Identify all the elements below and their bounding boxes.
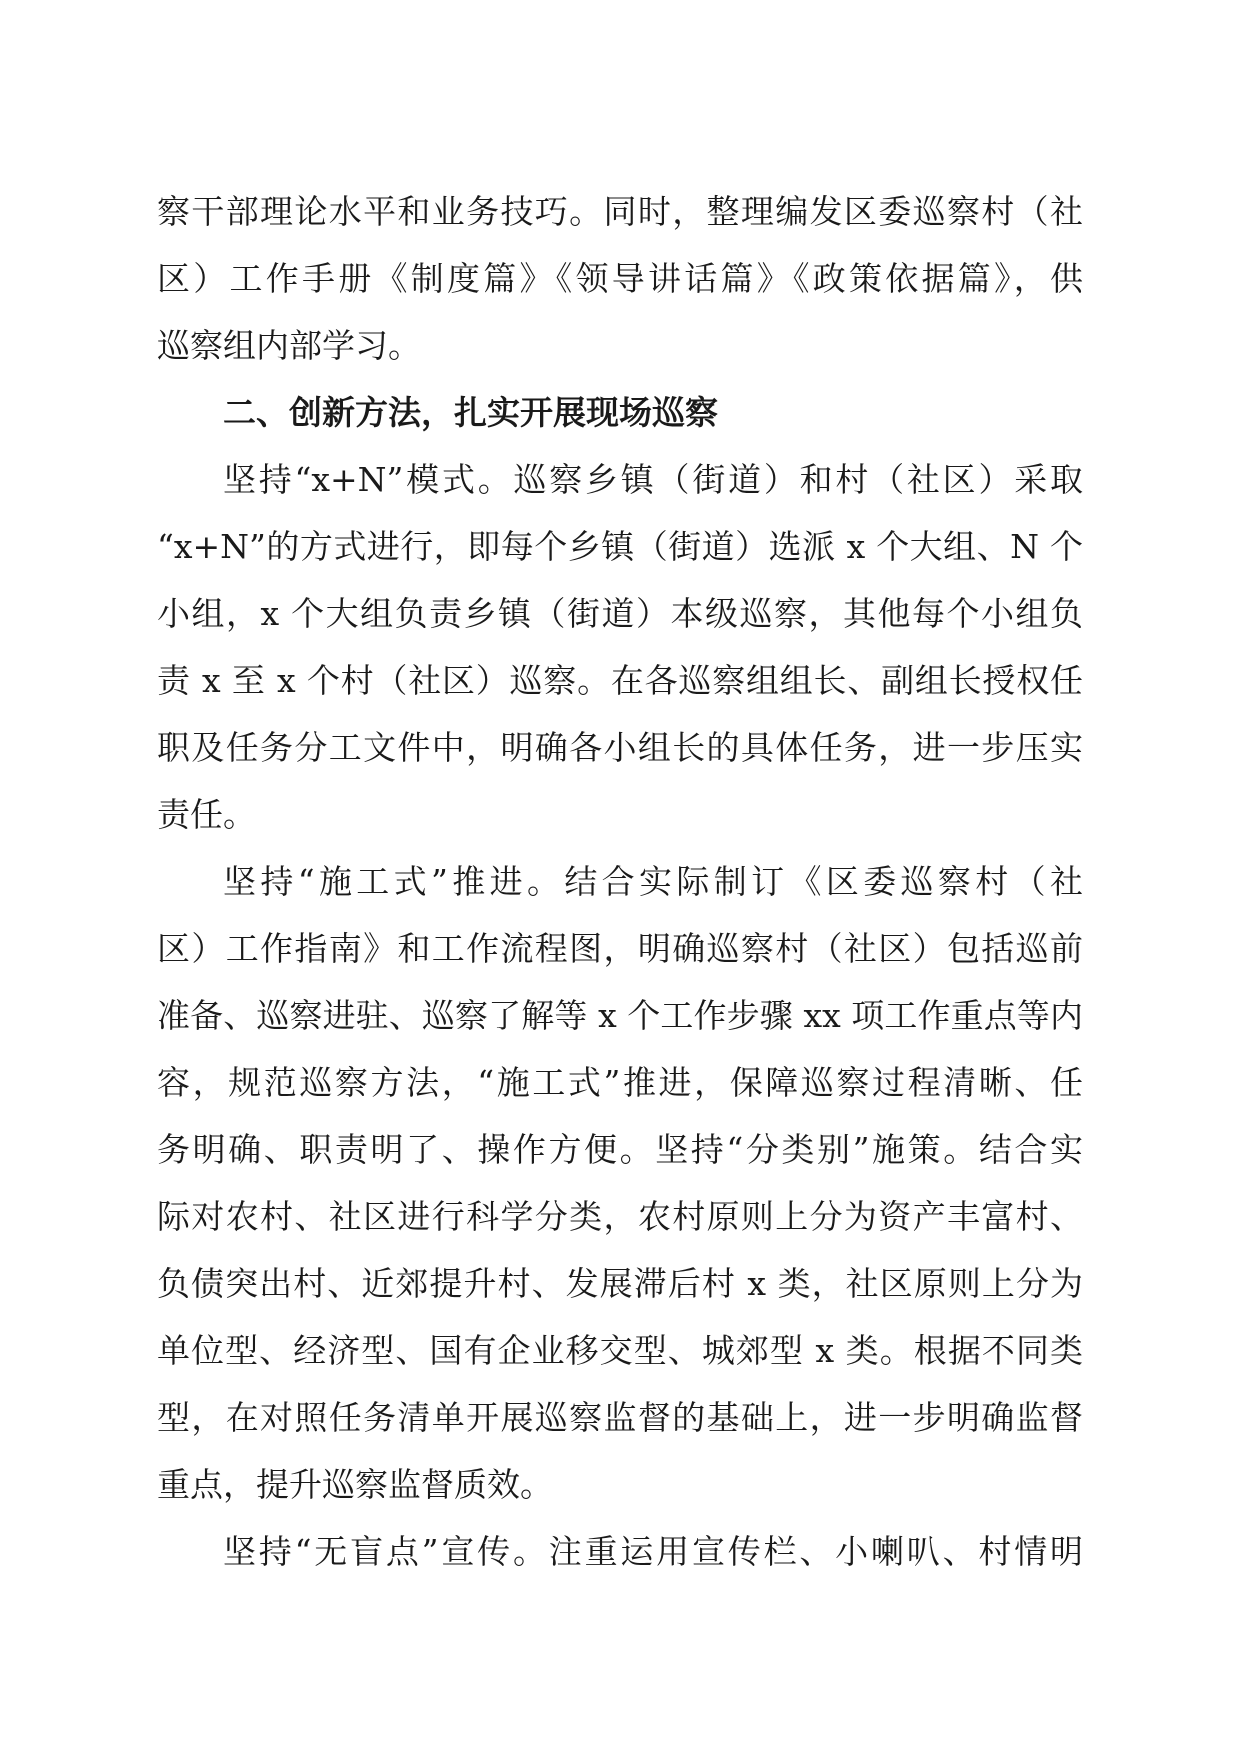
text-line: 容，规范巡察方法，“施工式”推进，保障巡察过程清晰、任 bbox=[157, 1063, 1083, 1102]
text-line: 责 x 至 x 个村（社区）巡察。在各巡察组组长、副组长授权任 bbox=[157, 661, 1083, 700]
text-line: 际对农村、社区进行科学分类，农村原则上分为资产丰富村、 bbox=[157, 1197, 1083, 1236]
paragraph-start-line: 坚持“无盲点”宣传。注重运用宣传栏、小喇叭、村情明 bbox=[223, 1532, 1083, 1571]
text-line: 区）工作指南》和工作流程图，明确巡察村（社区）包括巡前 bbox=[157, 929, 1083, 968]
paragraph-start-line: 坚持“x+N”模式。巡察乡镇（街道）和村（社区）采取 bbox=[223, 460, 1083, 499]
text-line: 区）工作手册《制度篇》《领导讲话篇》《政策依据篇》，供 bbox=[157, 259, 1083, 298]
paragraph-start-line: 坚持“施工式”推进。结合实际制订《区委巡察村（社 bbox=[223, 862, 1083, 901]
text-line: 职及任务分工文件中，明确各小组长的具体任务，进一步压实 bbox=[157, 728, 1083, 767]
text-line: 单位型、经济型、国有企业移交型、城郊型 x 类。根据不同类 bbox=[157, 1331, 1083, 1370]
text-line: 负债突出村、近郊提升村、发展滞后村 x 类，社区原则上分为 bbox=[157, 1264, 1083, 1303]
body-text bbox=[157, 178, 1083, 1585]
text-line: 巡察组内部学习。 bbox=[157, 326, 421, 365]
text-line: 察干部理论水平和业务技巧。同时，整理编发区委巡察村（社 bbox=[157, 192, 1083, 231]
text-line: 重点，提升巡察监督质效。 bbox=[157, 1465, 553, 1504]
section-heading: 二、创新方法，扎实开展现场巡察 bbox=[223, 393, 718, 432]
text-line: 小组，x 个大组负责乡镇（街道）本级巡察，其他每个小组负 bbox=[157, 594, 1083, 633]
text-line: 准备、巡察进驻、巡察了解等 x 个工作步骤 xx 项工作重点等内 bbox=[157, 996, 1083, 1035]
text-line: 责任。 bbox=[157, 795, 256, 834]
text-line: 务明确、职责明了、操作方便。坚持“分类别”施策。结合实 bbox=[157, 1130, 1083, 1169]
text-line: “x+N”的方式进行，即每个乡镇（街道）选派 x 个大组、N 个 bbox=[157, 527, 1083, 566]
text-line: 型，在对照任务清单开展巡察监督的基础上，进一步明确监督 bbox=[157, 1398, 1083, 1437]
